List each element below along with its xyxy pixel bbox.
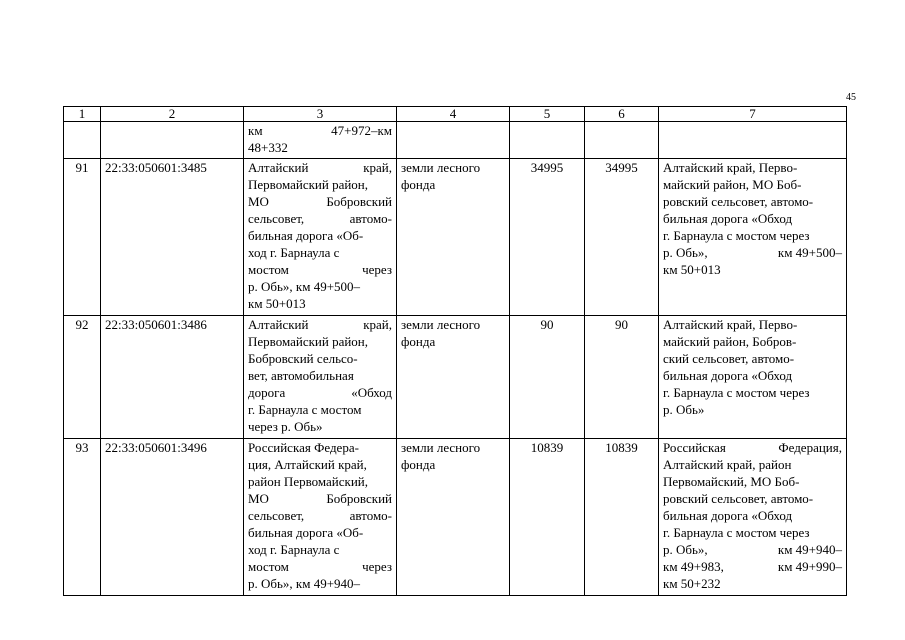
cell-line-text-end: км 49+500– [777, 245, 842, 260]
cell-line [248, 278, 392, 295]
column-header-5: 5 [510, 107, 585, 122]
cell-line-text-end: Бобровский [326, 194, 392, 209]
cell-line [248, 367, 392, 384]
cell-line [248, 227, 392, 244]
cell-line-text: ция, Алтайский край, [248, 457, 367, 472]
cell-line [663, 176, 842, 193]
cell-line-text: земли лесного [401, 440, 481, 455]
column-header-7: 7 [659, 107, 847, 122]
cell-number: 92 [64, 316, 101, 439]
cell-line-text: Алтайский край, Перво- [663, 160, 798, 175]
column-header-4: 4 [397, 107, 510, 122]
cell-line [663, 456, 842, 473]
cell-location [244, 316, 397, 439]
cell-line-text: фонда [401, 457, 436, 472]
cell-line [248, 507, 392, 524]
cell-line-text: бильная дорога «Обход [663, 368, 793, 383]
cell-location [244, 122, 397, 159]
cell-line [248, 575, 392, 592]
cell-line-text: фонда [401, 334, 436, 349]
table-header-row [64, 107, 847, 122]
cell-line [663, 159, 842, 176]
cell-line-text: бильная дорога «Обход [663, 508, 793, 523]
cell-line [248, 176, 392, 193]
cell-number [64, 122, 101, 159]
cell-address [659, 316, 847, 439]
cell-line-text: ход г. Барнаула с [248, 245, 340, 260]
cell-line-text: через р. Обь» [248, 419, 323, 434]
cell-line [663, 439, 842, 456]
cell-line [248, 558, 392, 575]
column-header-1: 1 [64, 107, 101, 122]
cell-line-text-end: автомо- [349, 211, 392, 226]
cell-cadastral: 22:33:050601:3496 [101, 439, 244, 596]
cell-line-text: км 49+983, [663, 559, 724, 574]
cell-address [659, 439, 847, 596]
cell-line [663, 473, 842, 490]
cell-line [248, 490, 392, 507]
cell-line [401, 316, 505, 333]
page-number: 45 [846, 92, 856, 103]
cell-line [663, 244, 842, 261]
cell-line-text: Алтайский [248, 317, 309, 332]
cell-line-text: г. Барнаула с мостом через [663, 385, 810, 400]
cell-line-text: г. Барнаула с мостом через [663, 228, 810, 243]
cell-cadastral: 22:33:050601:3485 [101, 159, 244, 316]
cell-line-text: р. Обь» [663, 402, 705, 417]
cell-line [663, 401, 842, 418]
cell-line-text: сельсовет, [248, 508, 305, 523]
cell-number: 91 [64, 159, 101, 316]
cell-line [248, 244, 392, 261]
cell-area-2: 90 [585, 316, 659, 439]
cell-line-text: ский сельсовет, автомо- [663, 351, 795, 366]
cell-location [244, 439, 397, 596]
cell-line-text: р. Обь», [663, 542, 708, 557]
cell-line [663, 227, 842, 244]
cell-line-text-end: край, [363, 160, 392, 175]
cell-line-text: км 50+013 [248, 296, 306, 311]
cell-line [248, 401, 392, 418]
cell-line [663, 210, 842, 227]
cell-line-text-end: км 49+990– [777, 559, 842, 574]
cell-line-text: сельсовет, [248, 211, 305, 226]
cell-line-text: майский район, Бобров- [663, 334, 797, 349]
cell-line [663, 261, 842, 278]
cell-line-text: земли лесного [401, 160, 481, 175]
cell-line [248, 439, 392, 456]
cell-line [401, 159, 505, 176]
cell-line [401, 456, 505, 473]
cell-cadastral: 22:33:050601:3486 [101, 316, 244, 439]
cell-line [663, 316, 842, 333]
cell-line-text: Алтайский [248, 160, 309, 175]
cell-line-text: Алтайский край, район [663, 457, 792, 472]
cell-line [663, 507, 842, 524]
cell-line-text-end: через [362, 559, 392, 574]
cell-line-text: Бобровский сельсо- [248, 351, 358, 366]
cell-line-text: Первомайский район, [248, 177, 369, 192]
cell-line-text: МО [248, 194, 269, 209]
cell-location [244, 159, 397, 316]
cell-line [248, 384, 392, 401]
cell-line-text: фонда [401, 177, 436, 192]
cell-category [397, 122, 510, 159]
cell-line [248, 193, 392, 210]
cell-line-text: земли лесного [401, 317, 481, 332]
cell-address [659, 122, 847, 159]
cell-line [248, 316, 392, 333]
cell-line-text: г. Барнаула с мостом через [663, 525, 810, 540]
cell-line-text: дорога [248, 385, 286, 400]
cell-line [248, 350, 392, 367]
cell-line [248, 159, 392, 176]
cell-line [663, 490, 842, 507]
cell-line [248, 473, 392, 490]
cell-line-text-end: автомо- [349, 508, 392, 523]
cell-line [401, 176, 505, 193]
cell-line [248, 333, 392, 350]
cell-line-text: МО [248, 491, 269, 506]
cell-address [659, 159, 847, 316]
cell-line-text-end: Федерация, [778, 440, 842, 455]
cell-line [248, 122, 392, 139]
cell-line-text: р. Обь», [663, 245, 708, 260]
cell-cadastral [101, 122, 244, 159]
cell-line-text: ход г. Барнаула с [248, 542, 340, 557]
cell-line-text-end: Бобровский [326, 491, 392, 506]
cell-category [397, 159, 510, 316]
cell-line [248, 295, 392, 312]
table-row [64, 439, 847, 596]
cell-area-1: 90 [510, 316, 585, 439]
cell-line-text-end: через [362, 262, 392, 277]
cell-line-text: мостом [248, 262, 289, 277]
cell-line-text-end: 47+972–км [331, 123, 392, 138]
cell-line-text-end: «Обход [351, 385, 392, 400]
cell-line-text: бильная дорога «Об- [248, 525, 364, 540]
cell-line-text: р. Обь», км 49+940– [248, 576, 361, 591]
cell-line-text: км 50+013 [663, 262, 721, 277]
cell-line-text: Российская [663, 440, 726, 455]
cell-line [248, 261, 392, 278]
cell-line [248, 139, 392, 156]
cell-line [663, 384, 842, 401]
column-header-2: 2 [101, 107, 244, 122]
cell-line [401, 333, 505, 350]
cell-number: 93 [64, 439, 101, 596]
cell-line [248, 541, 392, 558]
cell-line [248, 210, 392, 227]
cell-line-text: 48+332 [248, 140, 288, 155]
cell-area-2 [585, 122, 659, 159]
cell-area-2: 10839 [585, 439, 659, 596]
table-row [64, 159, 847, 316]
cell-line-text: район Первомайский, [248, 474, 369, 489]
cell-line-text: Алтайский край, Перво- [663, 317, 798, 332]
cell-area-2: 34995 [585, 159, 659, 316]
cell-category [397, 316, 510, 439]
column-header-6: 6 [585, 107, 659, 122]
cell-line [663, 350, 842, 367]
cell-line [401, 439, 505, 456]
cell-line [248, 456, 392, 473]
table-row-continuation [64, 122, 847, 159]
column-header-3: 3 [244, 107, 397, 122]
cell-line-text-end: край, [363, 317, 392, 332]
cell-area-1: 10839 [510, 439, 585, 596]
cell-line [663, 541, 842, 558]
cell-line-text: ровский сельсовет, автомо- [663, 491, 814, 506]
land-plots-table [63, 106, 847, 596]
cell-line-text: бильная дорога «Об- [248, 228, 364, 243]
cell-line [663, 367, 842, 384]
cell-line-text: мостом [248, 559, 289, 574]
cell-line-text: Первомайский, МО Боб- [663, 474, 800, 489]
cell-line-text: г. Барнаула с мостом [248, 402, 362, 417]
cell-line-text: км 50+232 [663, 576, 721, 591]
cell-line-text: км [248, 123, 263, 138]
cell-category [397, 439, 510, 596]
cell-line-text: ровский сельсовет, автомо- [663, 194, 814, 209]
cell-line [248, 418, 392, 435]
cell-line-text: бильная дорога «Обход [663, 211, 793, 226]
cell-line [663, 193, 842, 210]
cell-line [663, 558, 842, 575]
cell-line-text-end: км 49+940– [777, 542, 842, 557]
table-row [64, 316, 847, 439]
cell-line [663, 524, 842, 541]
cell-area-1 [510, 122, 585, 159]
cell-line-text: вет, автомобильная [248, 368, 354, 383]
cell-line-text: Первомайский район, [248, 334, 369, 349]
cell-line-text: майский район, МО Боб- [663, 177, 802, 192]
cell-line-text: р. Обь», км 49+500– [248, 279, 361, 294]
cell-area-1: 34995 [510, 159, 585, 316]
cell-line [663, 333, 842, 350]
cell-line [663, 575, 842, 592]
cell-line [248, 524, 392, 541]
cell-line-text: Российская Федера- [248, 440, 359, 455]
